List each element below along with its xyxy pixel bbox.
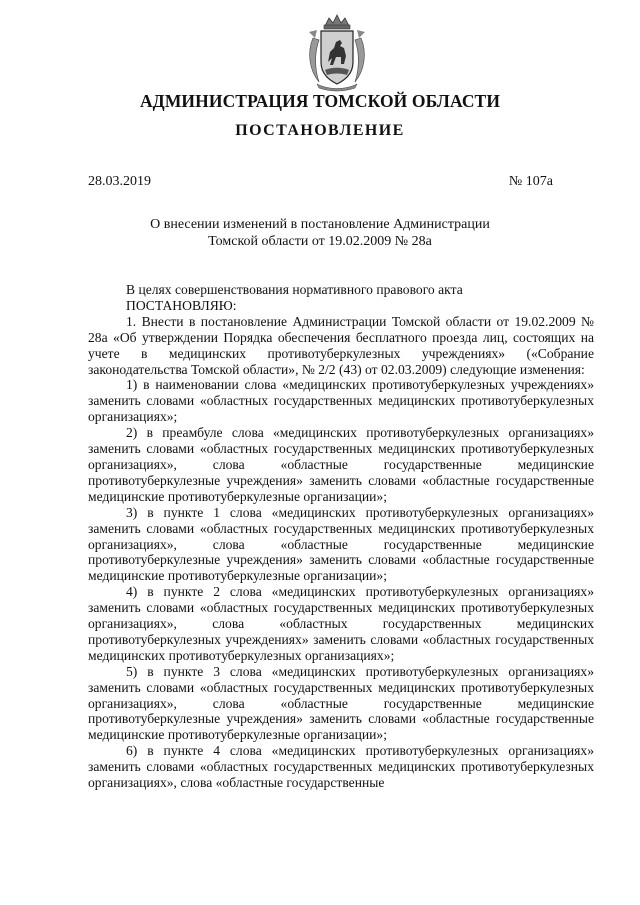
subitem-4-paragraph: 4) в пункте 2 слова «медицинских противотуберкулезных организациях» заменить словами «областных государственных медицинских противотуберкулезных организациях», слова «областных государственных медицинских противотуберкулезных учреждениях» заменить словами «областных государственных медицинских противотуберкулезных организациях»; — [88, 584, 594, 663]
document-body — [88, 282, 594, 791]
subitem-5-paragraph: 5) в пункте 3 слова «медицинских противотуберкулезных организациях» заменить словами «областных государственных медицинских противотуберкулезных организациях», слова «областные государственные медицинские противотуберкулезные учреждения» заменить словами «областные государственные медицинские противотуберкулезные организации»; — [88, 663, 594, 743]
subitem-6-paragraph: 6) в пункте 4 слова «медицинских противотуберкулезных организациях» заменить словами «областных государственных медицинских противотуберкулезных организациях», слова «областные государственные — [88, 743, 594, 791]
preamble-paragraph: В целях совершенствования нормативного правового акта — [126, 282, 463, 297]
subitem-2-paragraph: 2) в преамбуле слова «медицинских противотуберкулезных организациях» заменить словами «областных государственных медицинских противотуберкулезных организациях», слова «областные государственные медицинские противотуберкулезные учреждения» заменить словами «областные государственные медицинские противотуберкулезные организации»; — [88, 425, 594, 504]
subject-line-2: Томской области от 19.02.2009 № 28а — [208, 234, 432, 249]
subitem-3-paragraph: 3) в пункте 1 слова «медицинских противотуберкулезных организациях» заменить словами «областных государственных медицинских противотуберкулезных организациях», слова «областные государственные медицинские противотуберкулезные учреждения» заменить словами «областные государственные медицинские противотуберкулезные организации»; — [88, 504, 594, 584]
organization-name: АДМИНИСТРАЦИЯ ТОМСКОЙ ОБЛАСТИ — [139, 91, 501, 111]
tomsk-oblast-coat-of-arms-icon — [303, 12, 371, 92]
item-1-paragraph: 1. Внести в постановление Администрации Томской области от 19.02.2009 № 28а «Об утверждении Порядка обеспечения бесплатного проезда лиц, состоящих на учете в медицинских противотуберкулезных учреждениях» («Собрание законодательства Томской области», № 2/2 (43) от 02.03.2009) следующие изменения: — [88, 313, 594, 377]
subitem-1-paragraph: 1) в наименовании слова «медицинских противотуберкулезных учреждениях» заменить словами «областных государственных медицинских противотуберкулезных организациях»; — [88, 377, 594, 425]
document-number: № 107а — [508, 174, 553, 189]
document-date: 28.03.2019 — [88, 174, 151, 189]
document-type: ПОСТАНОВЛЕНИЕ — [235, 122, 405, 139]
document-subject — [0, 216, 640, 250]
subject-line-1: О внесении изменений в постановление Администрации — [150, 217, 490, 232]
decree-word: ПОСТАНОВЛЯЮ: — [126, 297, 237, 313]
